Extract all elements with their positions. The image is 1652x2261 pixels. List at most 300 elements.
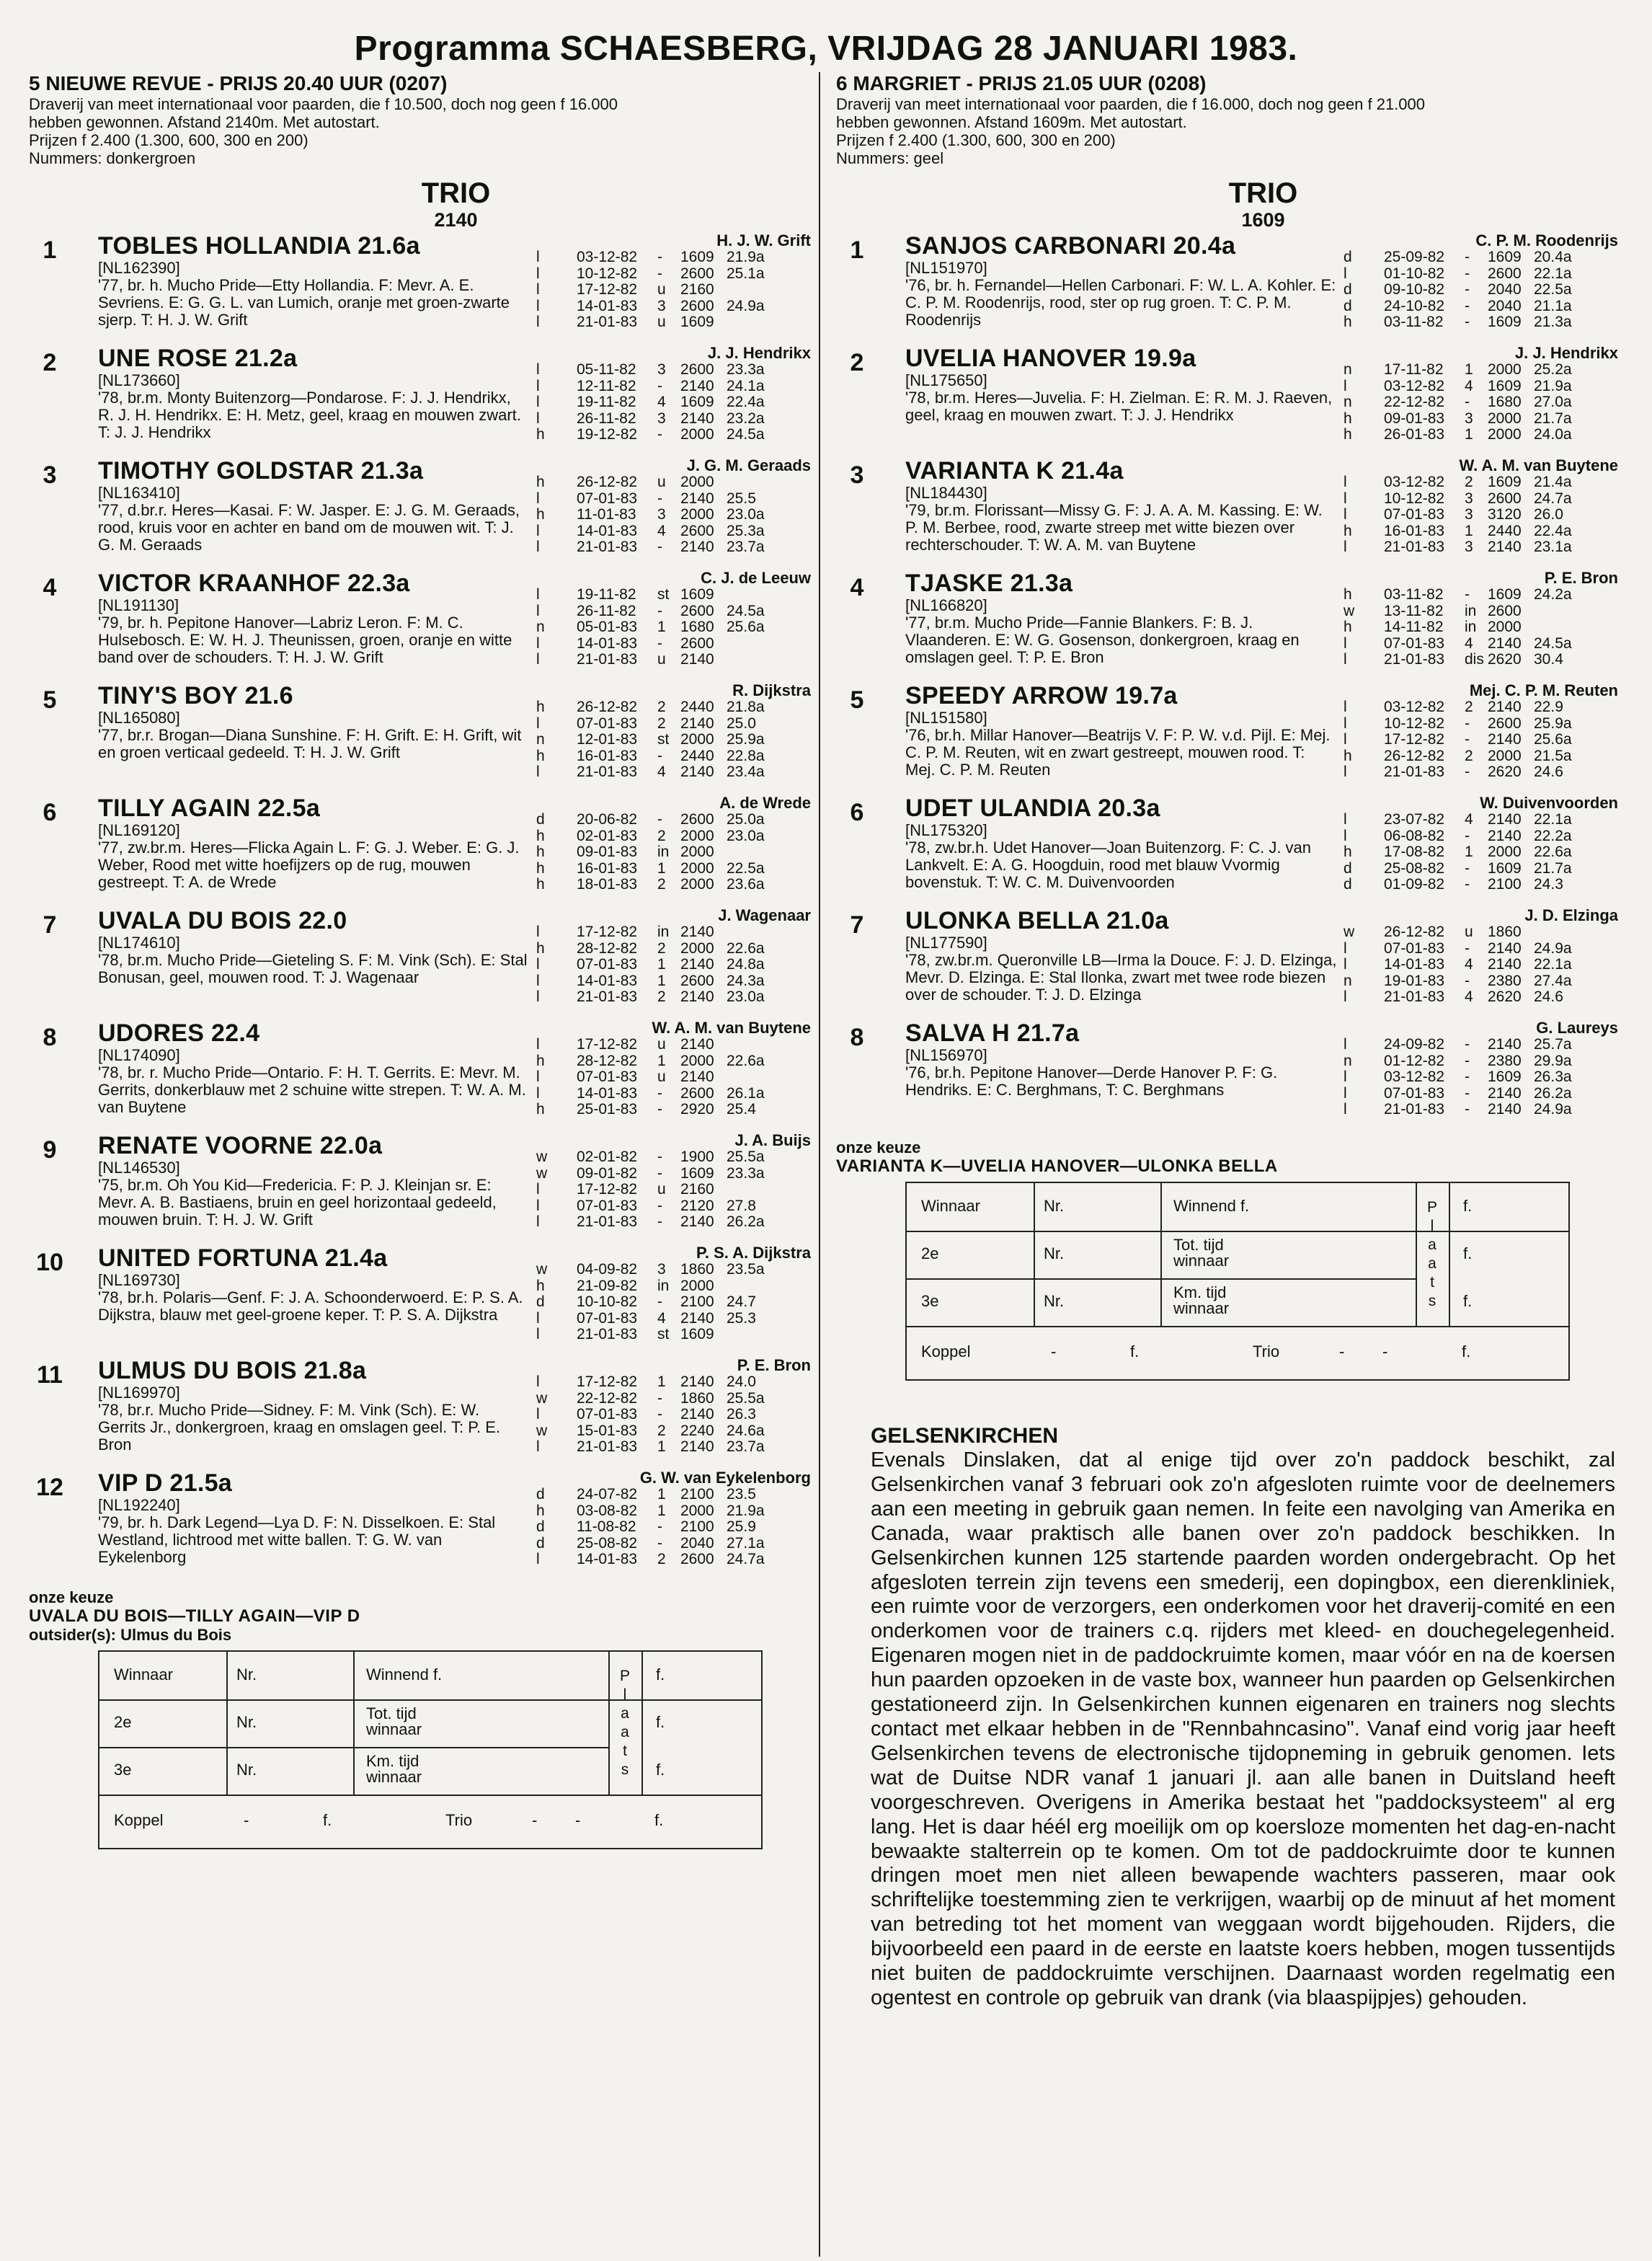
run-distance: 1609	[1488, 314, 1522, 330]
run-time: 27.4a	[1534, 972, 1572, 989]
horse-id: [NL175650]	[905, 371, 987, 389]
run-time: 25.0	[727, 714, 756, 732]
run-distance: 2000	[680, 426, 714, 443]
run-track: l	[1344, 988, 1347, 1005]
run-time: 24.5a	[1534, 634, 1572, 652]
horse-entry	[29, 1357, 811, 1469]
run-place: -	[657, 1101, 662, 1118]
horse-id: [NL184430]	[905, 484, 987, 502]
run-track: h	[536, 426, 545, 443]
run-track: w	[536, 1149, 548, 1165]
horse-description: '77, d.br.r. Heres—Kasai. F: W. Jasper. E: J. G. M. Geraads, rood, kruis voor en achter en band om de mouwen wit. T: J. G. M. Geraads	[98, 501, 520, 554]
run-time: 21.8a	[727, 699, 765, 715]
horse-form	[1341, 570, 1618, 668]
horse-id: [NL169730]	[98, 1271, 180, 1289]
run-date: 21-01-83	[1384, 539, 1445, 555]
run-distance: 1609	[680, 1164, 714, 1182]
run-distance: 2620	[1488, 988, 1522, 1005]
winnaar-label: Winnaar	[921, 1197, 980, 1215]
run-place: in	[657, 844, 670, 860]
run-track: h	[536, 1502, 545, 1519]
run-place: dis	[1465, 651, 1484, 668]
plaats-letter: t	[1430, 1274, 1434, 1291]
run-time: 25.5a	[727, 1149, 765, 1165]
previous-run	[533, 957, 811, 973]
run-date: 10-12-82	[1384, 490, 1445, 507]
run-date: 03-08-82	[577, 1502, 638, 1519]
run-track: d	[1344, 281, 1352, 298]
winnaar-label: Winnaar	[114, 1665, 173, 1683]
run-place: in	[657, 1277, 670, 1294]
run-date: 16-01-83	[577, 859, 638, 877]
previous-run	[1341, 539, 1618, 556]
run-time: 21.7a	[1534, 410, 1572, 427]
f-label: f.	[1463, 1197, 1473, 1215]
trainer: C. J. de Leeuw	[701, 570, 811, 587]
run-place: -	[1465, 281, 1470, 298]
horse-info	[98, 1469, 530, 1566]
run-place: 4	[1465, 956, 1473, 973]
run-date: 21-01-83	[577, 539, 638, 555]
run-place: in	[1465, 619, 1477, 635]
trainer: C. P. M. Roodenrijs	[1475, 232, 1618, 249]
previous-run	[1341, 379, 1618, 395]
horse-number: 4	[850, 574, 864, 601]
run-distance: 2140	[1488, 731, 1522, 748]
nr-label: Nr.	[236, 1665, 257, 1683]
horse-id: [NL174610]	[98, 934, 180, 952]
run-time: 21.9a	[727, 249, 765, 265]
nr-label: Nr.	[236, 1761, 257, 1779]
run-place: -	[1465, 859, 1470, 877]
horse-number: 4	[43, 574, 57, 601]
run-track: l	[1344, 1101, 1347, 1118]
run-time: 27.1a	[727, 1534, 765, 1552]
run-time: 23.0a	[727, 506, 765, 523]
run-date: 21-01-83	[577, 1326, 638, 1342]
trainer: Mej. C. P. M. Reuten	[1469, 682, 1618, 699]
run-time: 26.3	[727, 1406, 756, 1422]
run-distance: 2600	[680, 1551, 714, 1567]
trainer: W. A. M. van Buytene	[652, 1019, 811, 1037]
run-date: 03-12-82	[1384, 699, 1445, 715]
run-date: 01-09-82	[1384, 876, 1445, 893]
previous-run	[533, 1536, 811, 1552]
run-distance: 2140	[680, 1373, 714, 1390]
run-distance: 1609	[1488, 859, 1522, 877]
previous-run	[1341, 924, 1618, 941]
run-time: 24.0a	[1534, 426, 1572, 443]
run-time: 24.3	[1534, 876, 1563, 893]
run-time: 22.6a	[727, 1052, 765, 1069]
run-distance: 2100	[680, 1486, 714, 1503]
run-date: 09-01-83	[1384, 410, 1445, 427]
horse-name: TJASKE 21.3a	[905, 570, 1073, 597]
run-time: 22.6a	[727, 939, 765, 957]
horse-info	[98, 1132, 530, 1229]
run-time: 21.3a	[1534, 314, 1572, 330]
horse-form	[533, 345, 811, 443]
previous-run	[533, 764, 811, 781]
run-time: 21.4a	[1534, 474, 1572, 490]
run-time: 25.4	[727, 1101, 756, 1118]
trainer: A. de Wrede	[719, 795, 811, 812]
grid-line	[907, 1326, 1568, 1327]
run-distance: 2240	[680, 1422, 714, 1439]
previous-run	[533, 619, 811, 636]
horse-info	[98, 1244, 530, 1324]
race-distance: 2140	[434, 209, 478, 231]
run-date: 22-12-82	[1384, 394, 1445, 410]
previous-run	[1341, 427, 1618, 443]
race-description: Draverij van meet internationaal voor paarden, die f 16.000, doch nog geen f 21.000 hebben gewonnen. Afstand 1609m. Met autostart. Prijzen f 2.400 (1.300, 600, 300 en 200) Nummers: geel	[836, 95, 1425, 167]
run-time: 23.4a	[727, 764, 765, 780]
dash: -	[1339, 1342, 1345, 1360]
horse-id: [NL156970]	[905, 1046, 987, 1064]
previous-run	[533, 1311, 811, 1327]
run-place: -	[657, 1406, 662, 1422]
horse-info	[905, 457, 1338, 554]
horse-entry	[29, 570, 811, 682]
horse-id: [NL163410]	[98, 484, 180, 502]
trainer: W. Duivenvoorden	[1480, 795, 1618, 812]
run-track: w	[536, 1422, 548, 1439]
run-track: l	[1344, 939, 1347, 957]
run-distance: 2600	[680, 1084, 714, 1102]
horse-form	[533, 682, 811, 781]
horse-entry	[836, 795, 1618, 907]
run-distance: 2600	[680, 297, 714, 314]
run-date: 17-12-82	[577, 1373, 638, 1390]
run-date: 03-12-82	[577, 249, 638, 265]
run-place: -	[657, 490, 662, 507]
horse-entry	[836, 570, 1618, 682]
run-track: l	[1344, 539, 1347, 555]
dash: -	[532, 1811, 538, 1829]
run-place: -	[657, 1293, 662, 1310]
run-track: n	[536, 731, 545, 748]
tot-tijd-label: Tot. tijd	[1173, 1236, 1224, 1254]
run-track: l	[1344, 827, 1347, 844]
run-place: -	[657, 1164, 662, 1182]
run-track: w	[536, 1164, 548, 1182]
run-date: 21-01-83	[1384, 988, 1445, 1005]
run-track: h	[1344, 522, 1352, 539]
run-track: l	[536, 651, 540, 668]
run-distance: 2140	[1488, 811, 1522, 828]
run-date: 07-01-83	[1384, 939, 1445, 957]
previous-run	[533, 1214, 811, 1231]
run-date: 03-11-82	[1384, 314, 1444, 330]
run-distance: 1860	[680, 1389, 714, 1407]
horse-description: '79, br.m. Florissant—Missy G. F: J. A. A. M. Kassing. E: W. P. M. Berbee, rood, zwarte streep met witte biezen over rechterschouder. T: W. A. M. van Buytene	[905, 501, 1323, 554]
horse-number: 5	[850, 686, 864, 714]
run-track: l	[536, 265, 540, 282]
horse-number: 8	[850, 1024, 864, 1051]
horse-description: '77, zw.br.m. Heres—Flicka Again L. F: G. J. Weber. E: G. J. Weber, Rood met witte hoefijzers op de rug, mouwen gestreept. T: A. de Wrede	[98, 839, 520, 891]
horse-form	[1341, 795, 1618, 893]
run-distance: 2600	[680, 265, 714, 282]
run-time: 22.1a	[1534, 811, 1572, 828]
horse-name: RENATE VOORNE 22.0a	[98, 1132, 383, 1159]
run-distance: 1609	[1488, 377, 1522, 394]
trainer: R. Dijkstra	[732, 682, 811, 699]
previous-run	[1341, 732, 1618, 748]
nr-label: Nr.	[1044, 1244, 1065, 1262]
plaats-letter: t	[623, 1743, 627, 1759]
run-date: 25-08-82	[577, 1534, 638, 1552]
run-time: 23.7a	[727, 539, 765, 555]
run-date: 07-01-83	[577, 1197, 638, 1214]
previous-run	[1341, 587, 1618, 603]
f-label: f.	[656, 1713, 665, 1731]
horse-entry	[836, 1019, 1618, 1132]
run-distance: 2140	[680, 1068, 714, 1085]
run-date: 07-01-83	[577, 1068, 638, 1085]
run-distance: 2000	[680, 1502, 714, 1519]
previous-run	[1341, 298, 1618, 315]
run-date: 21-01-83	[577, 314, 638, 330]
run-time: 22.8a	[727, 747, 765, 764]
run-date: 16-01-83	[577, 747, 638, 764]
horse-description: '76, br.h. Millar Hanover—Beatrijs V. F: P. W. v.d. Pijl. E: Mej. C. P. M. Reuten, wit en zwart gestreept, mouwen rood. T: Mej. C. P. M. Reuten	[905, 726, 1331, 779]
horse-number: 8	[43, 1024, 57, 1051]
run-place: -	[657, 634, 662, 652]
previous-run	[533, 474, 811, 491]
run-date: 14-01-83	[577, 1084, 638, 1102]
f-label: f.	[654, 1811, 664, 1829]
nr-label: Nr.	[1044, 1292, 1065, 1310]
horse-name: TINY'S BOY 21.6	[98, 682, 293, 709]
run-distance: 2140	[1488, 827, 1522, 844]
horse-id: [NL174090]	[98, 1046, 180, 1064]
run-time: 24.9a	[1534, 939, 1572, 957]
grid-line	[907, 1231, 1568, 1232]
horse-info	[905, 570, 1338, 666]
previous-run	[533, 877, 811, 893]
run-place: in	[657, 924, 670, 940]
horse-name: SALVA H 21.7a	[905, 1019, 1080, 1047]
horse-id: [NL169120]	[98, 821, 180, 839]
run-distance: 2140	[680, 988, 714, 1005]
horse-form	[533, 907, 811, 1006]
horse-entry	[836, 232, 1618, 345]
horse-info	[98, 232, 530, 329]
onze-keuze: UVALA DU BOIS—TILLY AGAIN—VIP D	[29, 1606, 360, 1626]
previous-run	[533, 1552, 811, 1568]
horse-entry	[29, 1132, 811, 1244]
run-track: h	[1344, 410, 1352, 427]
run-date: 06-08-82	[1384, 827, 1445, 844]
run-place: 1	[657, 972, 666, 989]
run-track: l	[1344, 506, 1347, 523]
run-place: u	[1465, 924, 1473, 940]
run-date: 21-01-83	[1384, 1101, 1445, 1118]
run-distance: 2140	[680, 956, 714, 973]
horse-id: [NL192240]	[98, 1496, 180, 1514]
run-time: 20.4a	[1534, 249, 1572, 265]
previous-run	[1341, 828, 1618, 845]
horse-description: '76, br. h. Fernandel—Hellen Carbonari. F: W. L. A. Kohler. E: C. P. M. Roodenrijs, rood, ster op rug groen. T: C. P. M. Roodenrijs	[905, 276, 1336, 329]
run-place: st	[657, 1326, 670, 1342]
result-form	[905, 1182, 1570, 1381]
second-label: 2e	[921, 1244, 939, 1262]
horse-info	[98, 457, 530, 554]
run-time: 27.0a	[1534, 394, 1572, 410]
run-date: 14-01-83	[577, 1551, 638, 1567]
horse-description: '78, br.h. Polaris—Genf. F: J. A. Schoonderwoerd. E: P. S. A. Dijkstra, blauw met geel-groene keper. T: P. S. A. Dijkstra	[98, 1288, 523, 1324]
run-date: 21-01-83	[1384, 651, 1445, 668]
run-date: 05-11-82	[577, 361, 636, 378]
run-date: 01-12-82	[1384, 1052, 1445, 1069]
run-time: 24.7a	[727, 1551, 765, 1567]
winnend-label: Winnend f.	[1173, 1197, 1250, 1215]
previous-run	[1341, 957, 1618, 973]
horse-info	[98, 907, 530, 986]
grid-line	[1449, 1183, 1450, 1326]
run-track: l	[1344, 265, 1347, 282]
plaats-letter: a	[621, 1724, 629, 1740]
run-place: 1	[1465, 426, 1473, 443]
run-place: -	[1465, 394, 1470, 410]
run-time: 21.9a	[1534, 377, 1572, 394]
onze-keuze-label: onze keuze	[29, 1588, 114, 1606]
run-date: 26-12-82	[1384, 924, 1445, 940]
run-time: 25.0a	[727, 811, 765, 828]
run-distance: 1609	[1488, 1068, 1522, 1085]
run-track: l	[536, 1309, 540, 1327]
previous-run	[533, 1327, 811, 1343]
run-date: 07-01-83	[1384, 506, 1445, 523]
run-distance: 2000	[680, 1277, 714, 1294]
previous-run	[533, 989, 811, 1006]
run-time: 22.4a	[1534, 522, 1572, 539]
run-place: -	[1465, 1084, 1470, 1102]
run-place: u	[657, 281, 666, 298]
previous-run	[1341, 507, 1618, 523]
run-track: d	[1344, 297, 1352, 314]
run-time: 25.5	[727, 490, 756, 507]
run-place: u	[657, 1181, 666, 1198]
run-date: 02-01-82	[577, 1149, 638, 1165]
horse-name: UNE ROSE 21.2a	[98, 345, 298, 372]
run-distance: 2140	[680, 1036, 714, 1053]
horse-description: '76, br.h. Pepitone Hanover—Derde Hanover P. F: G. Hendriks. E: C. Berghmans, T: C. Berghmans	[905, 1063, 1278, 1099]
previous-run	[533, 298, 811, 315]
previous-run	[1341, 1086, 1618, 1102]
dash: -	[244, 1811, 249, 1829]
run-track: l	[1344, 811, 1347, 828]
run-time: 25.1a	[727, 265, 765, 282]
run-date: 09-10-82	[1384, 281, 1445, 298]
run-place: 1	[657, 1438, 666, 1455]
run-time: 25.5a	[727, 1389, 765, 1407]
run-track: l	[536, 361, 540, 378]
run-track: h	[536, 844, 545, 860]
previous-run	[1341, 973, 1618, 990]
previous-run	[1341, 362, 1618, 379]
grid-line	[608, 1652, 610, 1795]
run-time: 25.6a	[727, 619, 765, 635]
horse-number: 5	[43, 686, 57, 714]
run-time: 23.2a	[727, 410, 765, 427]
run-time: 25.9a	[727, 731, 765, 748]
horse-name: VICTOR KRAANHOF 22.3a	[98, 570, 410, 597]
horse-description: '78, br.r. Mucho Pride—Sidney. F: M. Vink (Sch). E: W. Gerrits Jr., donkergroen, kraag en omslagen geel. T: P. E. Bron	[98, 1401, 501, 1454]
previous-run	[533, 652, 811, 668]
run-track: h	[536, 747, 545, 764]
run-time: 24.6	[1534, 764, 1563, 780]
run-track: l	[536, 281, 540, 298]
run-time: 26.3a	[1534, 1068, 1572, 1085]
previous-run	[533, 861, 811, 877]
f-label: f.	[1130, 1342, 1140, 1360]
run-track: l	[536, 490, 540, 507]
run-distance: 2140	[680, 924, 714, 940]
run-distance: 2000	[680, 506, 714, 523]
previous-run	[533, 411, 811, 428]
run-time: 24.1a	[727, 377, 765, 394]
horse-info	[905, 345, 1338, 424]
run-distance: 2100	[680, 1293, 714, 1310]
third-label: 3e	[921, 1292, 939, 1310]
horse-description: '77, br.m. Mucho Pride—Fannie Blankers. F: B. J. Vlaanderen. E: W. G. Gosenson, donkergroen, kraag en omslagen geel. T: P. E. Bron	[905, 614, 1300, 666]
run-track: l	[536, 1036, 540, 1053]
bet-type: TRIO	[421, 177, 491, 209]
run-date: 14-01-83	[577, 297, 638, 314]
third-label: 3e	[114, 1761, 132, 1779]
run-time: 25.9	[727, 1518, 756, 1535]
horse-number: 9	[43, 1136, 57, 1164]
trainer: J. A. Buijs	[734, 1132, 811, 1149]
run-track: l	[536, 956, 540, 973]
run-distance: 2620	[1488, 651, 1522, 668]
run-place: 2	[657, 1551, 666, 1567]
run-time: 26.2a	[1534, 1084, 1572, 1102]
trainer: J. G. M. Geraads	[686, 457, 811, 474]
previous-run	[533, 973, 811, 990]
run-place: -	[1465, 714, 1470, 732]
previous-run	[1341, 764, 1618, 781]
run-time: 22.1a	[1534, 265, 1572, 282]
run-distance: 2040	[680, 1534, 714, 1552]
run-track: d	[536, 811, 545, 828]
previous-run	[1341, 1053, 1618, 1070]
run-place: 2	[657, 939, 666, 957]
run-track: l	[1344, 699, 1347, 715]
plaats-letter: P	[1426, 1199, 1437, 1216]
run-place: u	[657, 314, 666, 330]
run-date: 12-11-82	[577, 377, 636, 394]
horse-number: 2	[43, 349, 57, 376]
run-track: h	[1344, 844, 1352, 860]
f-label: f.	[1463, 1244, 1473, 1262]
run-place: -	[1465, 249, 1470, 265]
plaats-letter: a	[1428, 1255, 1436, 1272]
trainer: P. E. Bron	[1544, 570, 1618, 587]
horse-id: [NL175320]	[905, 821, 987, 839]
horse-name: VARIANTA K 21.4a	[905, 457, 1124, 485]
previous-run	[533, 539, 811, 556]
run-place: 3	[657, 410, 666, 427]
horse-id: [NL165080]	[98, 709, 180, 727]
run-date: 21-01-83	[577, 1438, 638, 1455]
run-date: 26-01-83	[1384, 426, 1445, 443]
trio-label: Trio	[1253, 1342, 1280, 1360]
previous-run	[533, 748, 811, 765]
run-place: 2	[1465, 747, 1473, 764]
f-label: f.	[1462, 1342, 1471, 1360]
